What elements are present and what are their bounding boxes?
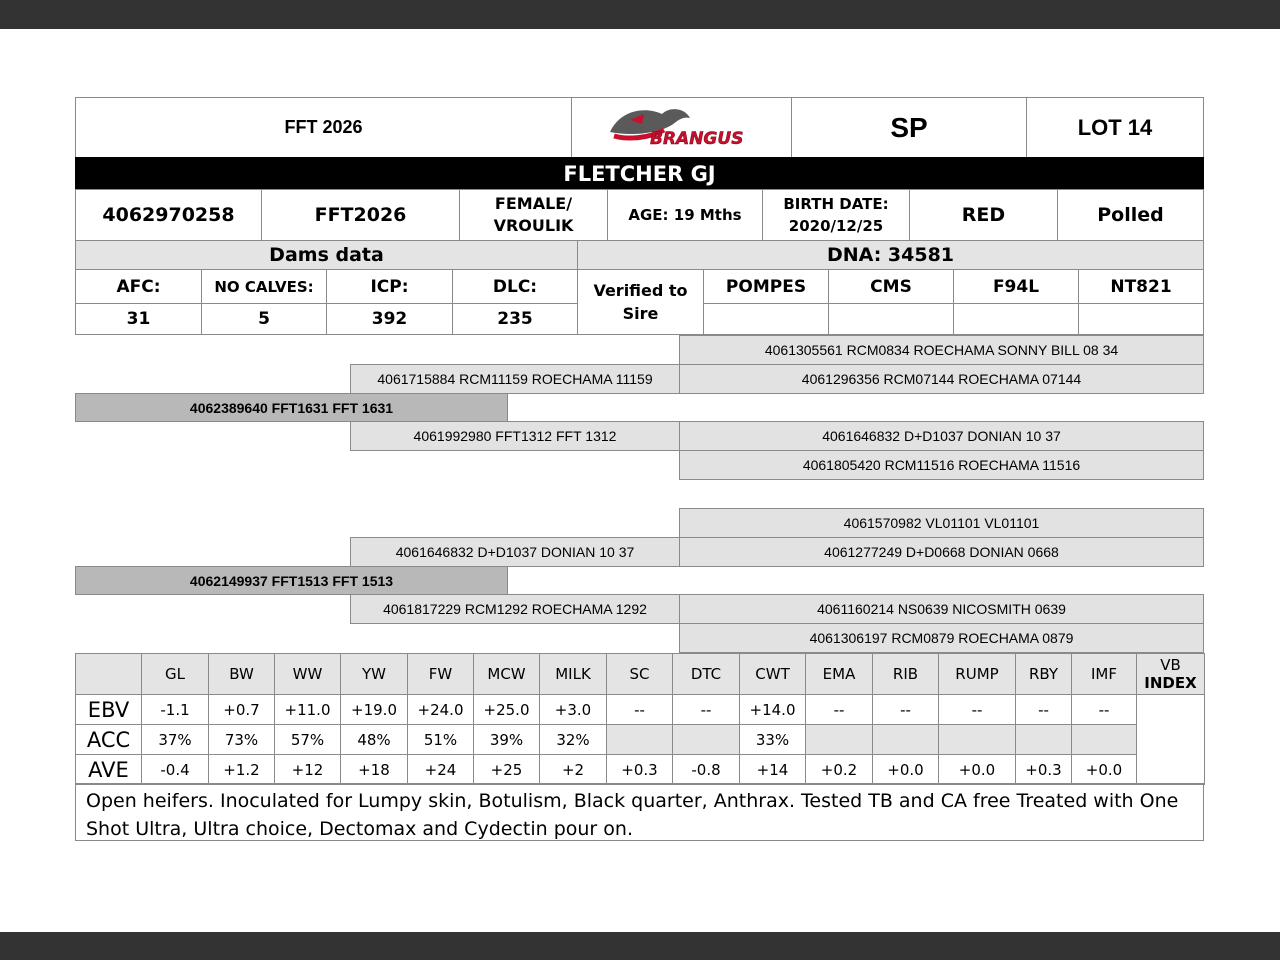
pedigree-dam-sire-sire: 4061570982 VL01101 VL01101 [679, 508, 1204, 538]
dna-test-pompes: POMPES [703, 269, 829, 304]
trait-value-ave-yw: +18 [340, 754, 408, 785]
trait-value-ebv-imf: -- [1071, 694, 1137, 725]
trait-header-dtc: DTC [672, 653, 740, 695]
trait-value-ave-dtc: -0.8 [672, 754, 740, 785]
dna-result-pompes [703, 303, 829, 335]
trait-header-cwt: CWT [739, 653, 806, 695]
trait-header-bw: BW [208, 653, 275, 695]
trait-value-ave-imf: +0.0 [1071, 754, 1137, 785]
trait-value-ave-mcw: +25 [473, 754, 540, 785]
trait-value-ebv-bw: +0.7 [208, 694, 275, 725]
remarks-text: Open heifers. Inoculated for Lumpy skin, Botulism, Black quarter, Anthrax. Tested TB and CA free Treated with One Shot Ultra, Ultra choice, Dectomax and Cydectin pour on. [75, 783, 1204, 841]
trait-value-ebv-ww: +11.0 [274, 694, 341, 725]
trait-value-ebv-mcw: +25.0 [473, 694, 540, 725]
trait-value-ebv-sc: -- [606, 694, 673, 725]
verified-line1: Verified to [593, 281, 688, 300]
trait-value-ave-bw: +1.2 [208, 754, 275, 785]
trait-value-acc-ww: 57% [274, 724, 341, 755]
birth-label: BIRTH DATE: [783, 195, 889, 213]
dna-test-f94l: F94L [953, 269, 1079, 304]
pedigree-dam-dam-dam: 4061306197 RCM0879 ROECHAMA 0879 [679, 623, 1204, 653]
trait-value-acc-ema [805, 724, 873, 755]
trait-value-acc-rib [872, 724, 939, 755]
dams-value-no-calves: 5 [201, 303, 327, 335]
pedigree-sire-sire-sire: 4061305561 RCM0834 ROECHAMA SONNY BILL 08 34 [679, 335, 1204, 365]
trait-value-ave-sc: +0.3 [606, 754, 673, 785]
trait-value-ave-ww: +12 [274, 754, 341, 785]
pedigree-sire-sire: 4061715884 RCM11159 ROECHAMA 11159 [350, 364, 680, 394]
trait-value-vb-index [1136, 694, 1205, 785]
trait-value-ebv-milk: +3.0 [539, 694, 607, 725]
trait-value-acc-imf [1071, 724, 1137, 755]
animal-age: AGE: 19 Mths [607, 189, 763, 241]
trait-row-label-ebv: EBV [75, 694, 142, 725]
dams-value-icp: 392 [326, 303, 453, 335]
trait-header-ww: WW [274, 653, 341, 695]
logo-wordmark: BRANGUS [650, 129, 744, 149]
verified-line2: Sire [622, 304, 659, 323]
trait-value-ebv-rump: -- [938, 694, 1016, 725]
trait-value-ebv-fw: +24.0 [407, 694, 474, 725]
dams-header-dlc: DLC: [452, 269, 578, 304]
trait-value-ebv-ema: -- [805, 694, 873, 725]
trait-value-acc-mcw: 39% [473, 724, 540, 755]
dna-verified-to-sire [577, 269, 704, 335]
dams-header-no-calves: NO CALVES: [201, 269, 327, 304]
animal-name: FFT2026 [261, 189, 460, 241]
trait-value-ave-ema: +0.2 [805, 754, 873, 785]
trait-value-acc-yw: 48% [340, 724, 408, 755]
trait-value-ave-fw: +24 [407, 754, 474, 785]
trait-value-ave-gl: -0.4 [141, 754, 209, 785]
dams-header-icp: ICP: [326, 269, 453, 304]
dams-value-afc: 31 [75, 303, 202, 335]
dna-test-nt821: NT821 [1078, 269, 1204, 304]
trait-value-ebv-cwt: +14.0 [739, 694, 806, 725]
vb-line1: VB [1160, 656, 1181, 674]
pedigree-sire-dam-sire: 4061646832 D+D1037 DONIAN 10 37 [679, 421, 1204, 451]
pedigree-sire-dam: 4061992980 FFT1312 FFT 1312 [350, 421, 680, 451]
pedigree-sire-sire-dam: 4061296356 RCM07144 ROECHAMA 07144 [679, 364, 1204, 394]
trait-header-ema: EMA [805, 653, 873, 695]
trait-value-ebv-rib: -- [872, 694, 939, 725]
sex-line2: VROULIK [493, 216, 574, 235]
trait-value-ebv-yw: +19.0 [340, 694, 408, 725]
animal-id: 4062970258 [75, 189, 262, 241]
pedigree-sire-dam-dam: 4061805420 RCM11516 ROECHAMA 11516 [679, 450, 1204, 480]
top-letterbox-bar [0, 0, 1280, 29]
animal-sex [459, 189, 608, 241]
dams-header-afc: AFC: [75, 269, 202, 304]
breed-code: SP [791, 97, 1027, 158]
trait-value-acc-gl: 37% [141, 724, 209, 755]
breeder-name: FLETCHER GJ [75, 157, 1204, 190]
trait-corner-cell [75, 653, 142, 695]
dams-value-dlc: 235 [452, 303, 578, 335]
dams-data-title: Dams data [75, 240, 578, 270]
brangus-logo [600, 100, 760, 154]
trait-header-rump: RUMP [938, 653, 1016, 695]
animal-colour: RED [909, 189, 1058, 241]
bottom-letterbox-bar [0, 932, 1280, 960]
trait-value-ebv-gl: -1.1 [141, 694, 209, 725]
trait-row-label-ave: AVE [75, 754, 142, 785]
sex-line1: FEMALE/ [494, 194, 573, 213]
animal-horns: Polled [1057, 189, 1204, 241]
trait-value-ave-rby: +0.3 [1015, 754, 1072, 785]
trait-header-gl: GL [141, 653, 209, 695]
trait-value-ave-rib: +0.0 [872, 754, 939, 785]
trait-value-ave-rump: +0.0 [938, 754, 1016, 785]
dna-result-cms [828, 303, 954, 335]
trait-header-fw: FW [407, 653, 474, 695]
animal-birth-date [762, 189, 910, 241]
vb-line2: INDEX [1144, 674, 1197, 692]
sale-title: FFT 2026 [75, 97, 572, 158]
dna-result-nt821 [1078, 303, 1204, 335]
pedigree-dam-dam: 4061817229 RCM1292 ROECHAMA 1292 [350, 594, 680, 624]
trait-value-acc-milk: 32% [539, 724, 607, 755]
trait-row-label-acc: ACC [75, 724, 142, 755]
trait-value-ave-cwt: +14 [739, 754, 806, 785]
dna-title: DNA: 34581 [577, 240, 1204, 270]
trait-value-ebv-rby: -- [1015, 694, 1072, 725]
lot-number: LOT 14 [1026, 97, 1204, 158]
trait-value-acc-sc [606, 724, 673, 755]
trait-header-rby: RBY [1015, 653, 1072, 695]
trait-value-acc-cwt: 33% [739, 724, 806, 755]
trait-header-rib: RIB [872, 653, 939, 695]
trait-value-ebv-dtc: -- [672, 694, 740, 725]
pedigree-sire: 4062389640 FFT1631 FFT 1631 [75, 393, 508, 422]
trait-value-acc-dtc [672, 724, 740, 755]
pedigree-dam: 4062149937 FFT1513 FFT 1513 [75, 566, 508, 595]
trait-value-ave-milk: +2 [539, 754, 607, 785]
pedigree-dam-sire-dam: 4061277249 D+D0668 DONIAN 0668 [679, 537, 1204, 567]
trait-header-sc: SC [606, 653, 673, 695]
trait-header-imf: IMF [1071, 653, 1137, 695]
dna-test-cms: CMS [828, 269, 954, 304]
dna-result-f94l [953, 303, 1079, 335]
birth-date: 2020/12/25 [788, 217, 884, 235]
trait-header-milk: MILK [539, 653, 607, 695]
trait-header-yw: YW [340, 653, 408, 695]
trait-header-mcw: MCW [473, 653, 540, 695]
pedigree-dam-sire: 4061646832 D+D1037 DONIAN 10 37 [350, 537, 680, 567]
trait-value-acc-bw: 73% [208, 724, 275, 755]
trait-value-acc-fw: 51% [407, 724, 474, 755]
trait-value-acc-rump [938, 724, 1016, 755]
trait-value-acc-rby [1015, 724, 1072, 755]
trait-header-vb-index [1136, 653, 1205, 695]
pedigree-dam-dam-sire: 4061160214 NS0639 NICOSMITH 0639 [679, 594, 1204, 624]
